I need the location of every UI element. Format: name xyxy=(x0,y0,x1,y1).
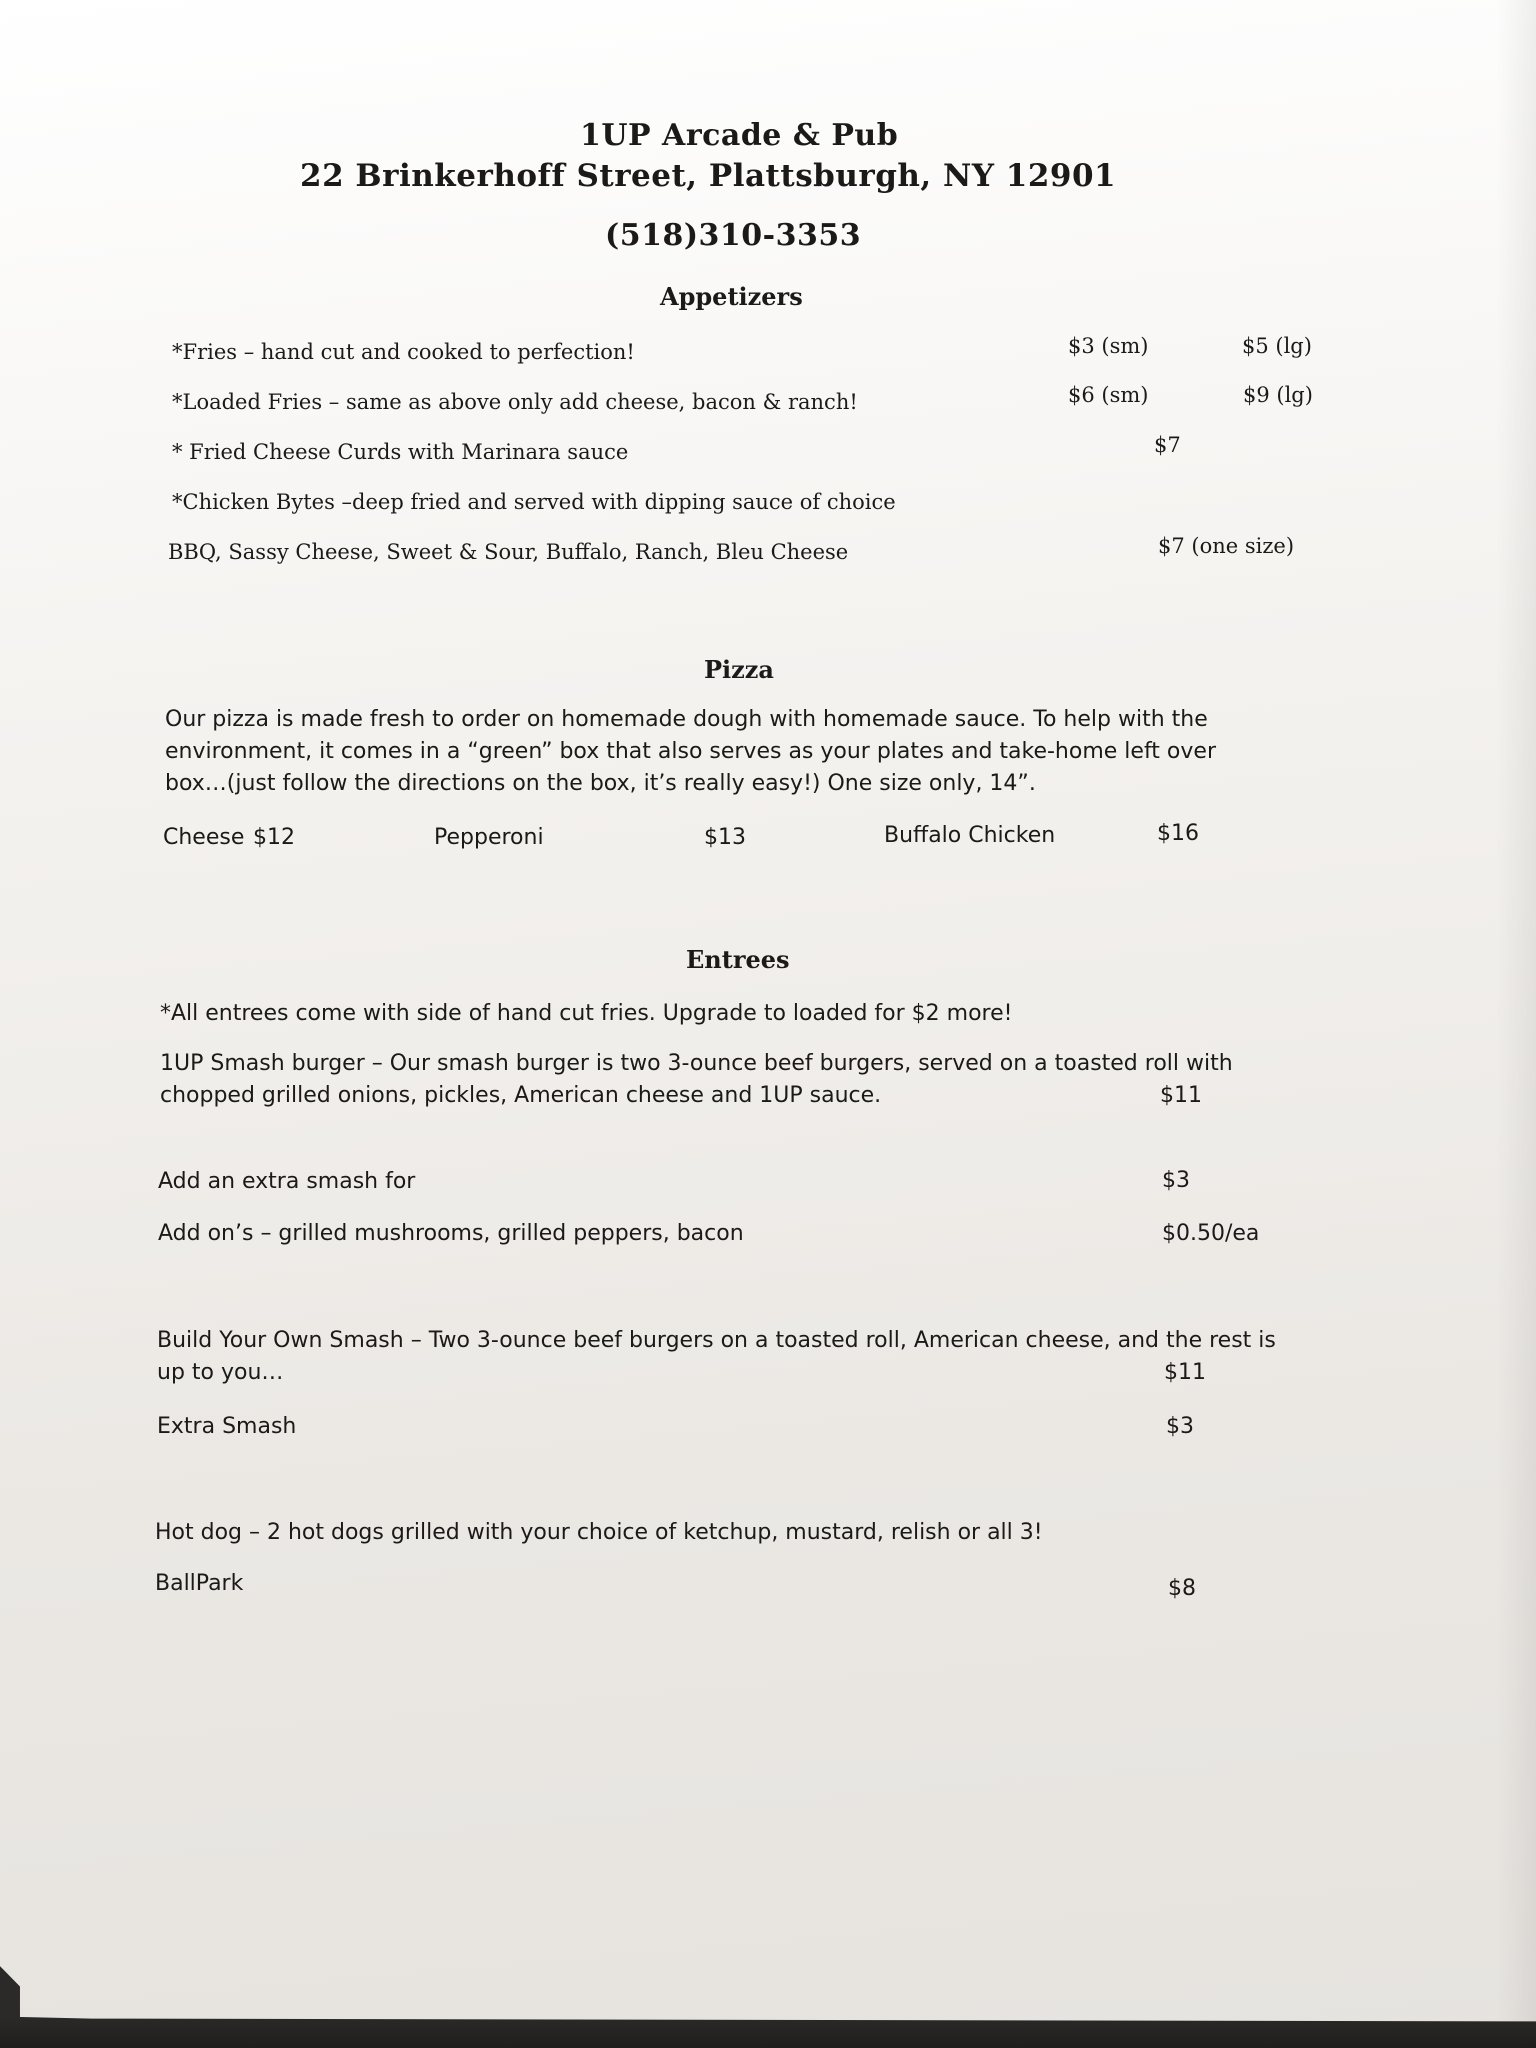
pizza-pepperoni: Pepperoni xyxy=(434,825,544,850)
fries-price-lg: $5 (lg) xyxy=(1242,334,1312,358)
appetizers-title: Appetizers xyxy=(660,282,803,311)
restaurant-phone: (518)310-3353 xyxy=(605,218,862,253)
fries-price-sm: $3 (sm) xyxy=(1068,334,1149,358)
entrees-title: Entrees xyxy=(686,945,790,974)
appetizer-chicken-bytes: *Chicken Bytes –deep fried and served with dipping sauce of choice xyxy=(172,490,896,514)
byo-smash-description-line2: up to you… xyxy=(157,1360,284,1385)
hot-dog-brand: BallPark xyxy=(155,1571,244,1596)
byo-extra-smash-price: $3 xyxy=(1166,1414,1194,1439)
hot-dog-price: $8 xyxy=(1168,1576,1196,1601)
pizza-description-line3: box…(just follow the directions on the box, it’s really easy!) One size only, 14”. xyxy=(165,771,1036,796)
pizza-title: Pizza xyxy=(704,655,774,684)
pizza-pepperoni-price: $13 xyxy=(704,825,746,850)
byo-smash-price: $11 xyxy=(1164,1360,1206,1385)
smash-burger-description-line1: 1UP Smash burger – Our smash burger is two 3-ounce beef burgers, served on a toasted roll with xyxy=(160,1051,1233,1076)
loaded-fries-price-sm: $6 (sm) xyxy=(1068,383,1149,407)
pizza-buffalo-chicken: Buffalo Chicken xyxy=(884,823,1056,848)
appetizer-cheese-curds: * Fried Cheese Curds with Marinara sauce xyxy=(172,440,629,464)
pizza-buffalo-chicken-price: $16 xyxy=(1157,821,1199,846)
addons-label: Add on’s – grilled mushrooms, grilled peppers, bacon xyxy=(158,1221,744,1246)
byo-smash-description-line1: Build Your Own Smash – Two 3-ounce beef burgers on a toasted roll, American cheese, and the rest is xyxy=(157,1328,1276,1353)
cheese-curds-price: $7 xyxy=(1154,433,1181,457)
pizza-description-line1: Our pizza is made fresh to order on homemade dough with homemade sauce. To help with the xyxy=(165,707,1208,732)
entrees-note: *All entrees come with side of hand cut fries. Upgrade to loaded for $2 more! xyxy=(160,1001,1013,1026)
restaurant-address: 22 Brinkerhoff Street, Plattsburgh, NY 12901 xyxy=(300,158,1117,194)
byo-extra-smash-label: Extra Smash xyxy=(157,1414,297,1439)
smash-burger-description-line2: chopped grilled onions, pickles, American cheese and 1UP sauce. xyxy=(160,1083,882,1108)
restaurant-name: 1UP Arcade & Pub xyxy=(580,118,899,153)
pizza-description-line2: environment, it comes in a “green” box that also serves as your plates and take-home left over xyxy=(165,739,1216,764)
smash-burger-price: $11 xyxy=(1160,1083,1202,1108)
appetizer-loaded-fries: *Loaded Fries – same as above only add cheese, bacon & ranch! xyxy=(172,390,858,414)
extra-smash-label: Add an extra smash for xyxy=(158,1169,416,1194)
extra-smash-price: $3 xyxy=(1162,1168,1190,1193)
pizza-cheese-price: $12 xyxy=(253,825,295,850)
chicken-bytes-price: $7 (one size) xyxy=(1158,534,1295,558)
paper-shadow xyxy=(1496,0,1536,2048)
chicken-bytes-sauces: BBQ, Sassy Cheese, Sweet & Sour, Buffalo, Ranch, Bleu Cheese xyxy=(168,540,849,564)
appetizer-fries: *Fries – hand cut and cooked to perfection! xyxy=(172,340,635,364)
addons-price: $0.50/ea xyxy=(1162,1221,1260,1246)
pizza-cheese: Cheese xyxy=(163,825,245,850)
loaded-fries-price-lg: $9 (lg) xyxy=(1243,383,1313,407)
hot-dog-description: Hot dog – 2 hot dogs grilled with your choice of ketchup, mustard, relish or all 3! xyxy=(155,1520,1043,1545)
